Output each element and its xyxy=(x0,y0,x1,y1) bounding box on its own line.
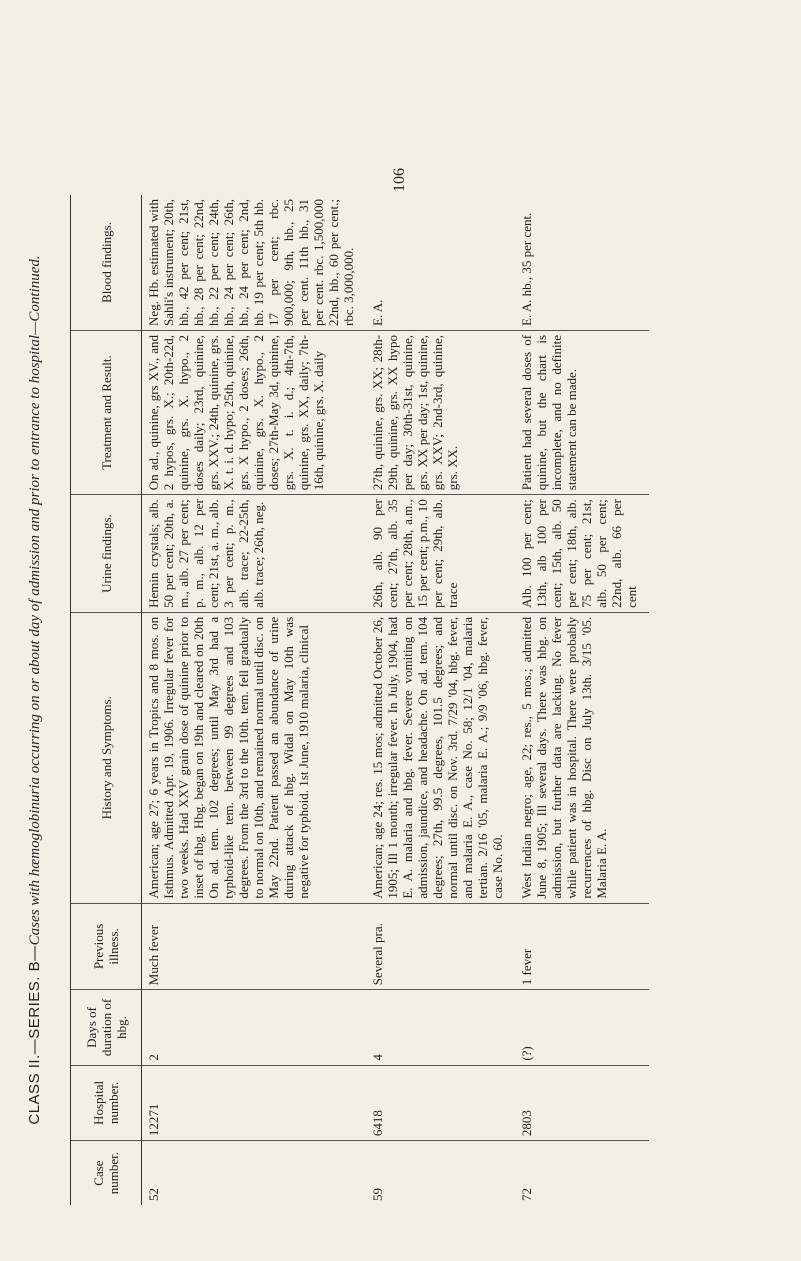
header-days-duration: Days of duration of hbg. xyxy=(71,990,142,1065)
header-treatment-result: Treatment and Result. xyxy=(71,330,142,494)
cell-case-number: 72 xyxy=(519,1188,534,1201)
header-history-symptoms: History and Symptoms. xyxy=(71,612,142,903)
running-head xyxy=(26,255,44,1124)
cell-days-duration: (?) xyxy=(515,990,649,1065)
case-table-wrapper xyxy=(70,195,750,1205)
table-header-row xyxy=(71,195,142,1205)
cell-hospital-number: 6418 xyxy=(366,1065,515,1140)
cell-treatment-result: Patient had several doses of quinine, but the chart is incomplete, and no definite statement can be made. xyxy=(515,330,649,494)
cell-urine-findings: Alb. 100 per cent; 13th, alb 100 per cent; 15th, alb. 50 per cent; 18th, alb. 75 per cent; 21st, alb. 50 per cent; 22nd, alb. 66 per cent xyxy=(515,495,649,613)
cell-hospital-number: 2803 xyxy=(515,1065,649,1140)
page-number: 106 xyxy=(391,168,408,192)
cell-case-number: 59 xyxy=(370,1188,385,1201)
cell-urine-findings: 26th, alb. 90 per cent; 27th, alb. 35 per cent; 28th, a.m., 15 per cent; p.m., 10 per cent; 29th, alb. trace xyxy=(366,495,515,613)
cell-treatment-result: 27th, quinine, grs. XX; 28th-29th, quinine, grs. XX hypo per day; 30th-31st, quinine, grs. XX per day; 1st, quinine, grs. XXV; 2nd-3rd, quinine, grs. XX. xyxy=(366,330,515,494)
header-urine-findings: Urine findings. xyxy=(71,495,142,613)
cell-urine-findings: Hemin crystals; alb. 50 per cent; 20th, a. m., alb. 27 per cent; p. m., alb. 12 per cent; 21st, a. m., alb. 3 per cent; p. m., alb. trace; 22-25th, alb. trace; 26th, neg. xyxy=(142,495,367,613)
cell-blood-findings: E. A. hb., 35 per cent. xyxy=(515,195,649,330)
header-blood-findings: Blood findings. xyxy=(71,195,142,330)
header-case-number: Case number. xyxy=(71,1141,142,1205)
cell-treatment-result: On ad., quinine, grs XV., and 2 hypos, grs. X.; 20th-22d, quinine, grs. X. hypo., 2 doses daily; 23rd, quinine, grs. XXV.; 24th, quinine, grs. X. t. i. d. hypo; 25th, quinine, grs. X hypo., 2 doses; 26th, quinine, grs. X. hypo., 2 doses; 27th-May 3d, quinine, grs. X. t. i. d.; 4th-7th, quinine, grs. XX, daily; 7th-16th, quinine, grs. X. daily xyxy=(142,330,367,494)
cell-hospital-number: 12271 xyxy=(142,1065,367,1140)
cell-blood-findings: E. A. xyxy=(366,195,515,330)
cell-days-duration: 2 xyxy=(142,990,367,1065)
cell-days-duration: 4 xyxy=(366,990,515,1065)
table-row xyxy=(515,195,649,1205)
case-table xyxy=(70,195,649,1205)
cell-history-symptoms: West Indian negro; age, 22; res., 5 mos.; admitted June 8, 1905; Ill several days. There was hbg. on admission, but further data are lacking. No fever while patient was in hospital. There were probably recurrences of hbg. Disc on July 13th. 3/15 '05. Malaria E. A. xyxy=(515,612,649,903)
cell-previous-illness: Much fever xyxy=(142,903,367,990)
header-previous-illness: Previous illness. xyxy=(71,903,142,990)
running-head-title: Cases with hæmoglobinuria occurring on or about day of admission and prior to entrance to hospital—Continued. xyxy=(27,255,43,946)
cell-previous-illness: Several pra. xyxy=(366,903,515,990)
cell-case-number: 52 xyxy=(146,1188,161,1201)
table-row xyxy=(142,195,367,1205)
cell-previous-illness: 1 fever xyxy=(515,903,649,990)
cell-blood-findings: Neg. Hb. estimated with Sahli's instrument; 20th, hb., 42 per cent; 21st, hb., 28 per cent; 22nd, hb., 22 per cent; 24th, hb., 24 per cent; 26th, hb., 24 per cent; 2nd, hb. 19 per cent; 5th hb. 17 per cent; rbc. 900,000; 9th, hb., 25 per cent. 11th hb., 31 per cent. rbc. 1,500,000 22nd, hb., 60 per cent.; rbc. 3,000,000. xyxy=(142,195,367,330)
cell-history-symptoms: American; age 27; 6 years in Tropics and 8 mos. on Isthmus. Admitted Apr. 19, 1906. Irregular fever for two weeks. Had XXV grain dose of quinine prior to inset of hbg. Hbg. began on 19th and cleared on 20th On ad. tem. 102 degrees; until May 3rd had a typhoid-like tem. between 99 degrees and 103 degrees. From the 3rd to the 10th. tem. fell gradually to normal on 10th, and remained normal until disc. on May 22nd. Patient passed an abundance of urine during attack of hbg. Widal on May 10th was negative for typhoid. 1st June, 1910 malaria, clinical xyxy=(142,612,367,903)
running-head-series: CLASS II.—SERIES. B— xyxy=(26,945,43,1125)
cell-history-symptoms: American; age 24; res. 15 mos; admitted October 26, 1905; Ill 1 month; irregular fever. In July, 1904, had E. A. malaria and hbg. fever. Severe vomiting on admission, jaundice, and headache. On ad. tem. 104 degrees; 27th, 99.5 degrees, 101.5 degrees; and normal until disc. on Nov. 3rd. 7/29 '04, hbg. fever, and malaria E. A., case No. 58; 12/1 '04, malaria tertian. 2/16 '05, malaria E. A.; 9/9 '06, hbg. fever, case No. 60. xyxy=(366,612,515,903)
table-row xyxy=(366,195,515,1205)
header-hospital-number: Hospital number. xyxy=(71,1065,142,1140)
